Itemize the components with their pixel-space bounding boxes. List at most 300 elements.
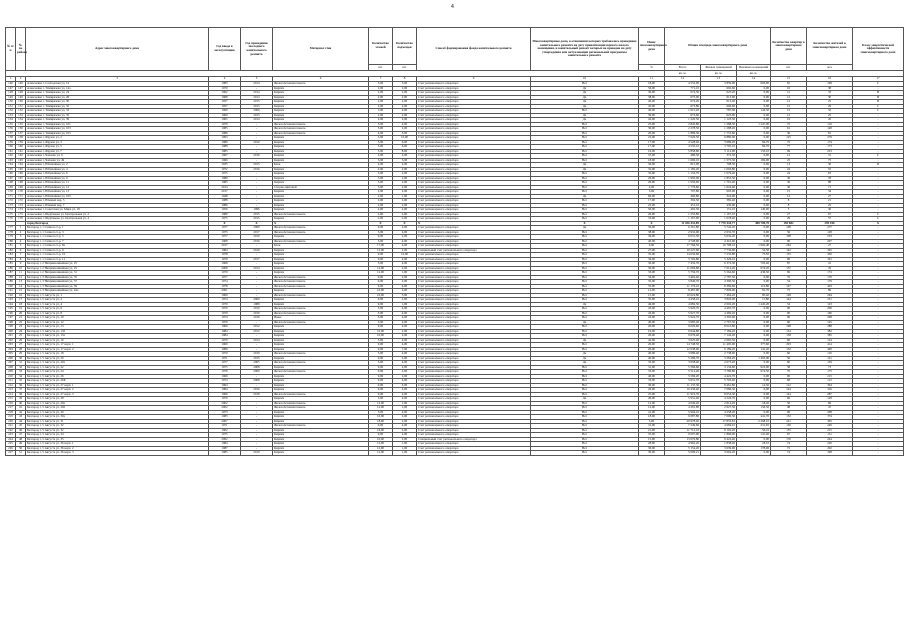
cell-entrances: 4,00 <box>393 392 417 397</box>
cell-floors: 3,00 <box>369 181 393 186</box>
cell-energy-class: - <box>853 145 904 150</box>
cell-district-index: 164 <box>16 163 26 168</box>
cell-area-nonliving: 140,00 <box>737 208 771 213</box>
cell-district-index: 48 <box>16 437 26 442</box>
cell-floors: 2,00 <box>369 100 393 105</box>
cell-wear: 30,00 <box>639 266 665 271</box>
cell-area-nonliving: 0,00 <box>737 217 771 222</box>
cell-residents: 176 <box>807 275 853 280</box>
col-header-year-built: Год ввода в эксплуатацию <box>209 28 241 71</box>
cell-floors: 17,00 <box>369 244 393 249</box>
cell-wear: 33,00 <box>639 379 665 384</box>
col-header-total-area-group: Общая площадь многоквартирного дома <box>665 28 771 65</box>
cell-area-total: 1 776,60 <box>665 185 701 190</box>
cell-energy-class: - <box>853 235 904 240</box>
cell-residents: 30 <box>807 208 853 213</box>
cell-area-living: 2 927,50 <box>701 406 737 411</box>
cell-energy-class: - <box>853 410 904 415</box>
cell-entrances: 2,00 <box>393 100 417 105</box>
cell-last-repair-year: - <box>241 190 273 195</box>
cell-district-index: 43 <box>16 415 26 420</box>
cell-apartments: 176 <box>771 437 807 442</box>
cell-index: 191 <box>6 289 16 294</box>
cell-area-nonliving: 0,00 <box>737 167 771 172</box>
cell-fund-method: Счет регионального оператора <box>417 271 531 276</box>
cell-address: Белгород г, 3 Непрямолинейная ул, 35 <box>26 275 209 280</box>
cell-apartments: 56 <box>771 230 807 235</box>
cell-last-repair-year: 2017 <box>241 230 273 235</box>
cell-entrances: 2,00 <box>393 217 417 222</box>
cell-area-living: 2 767,50 <box>701 320 737 325</box>
cell-wall-material: Железобетонная панель <box>273 122 369 127</box>
cell-wear: 26,00 <box>639 388 665 393</box>
cell-year-built: 1985 <box>209 451 241 456</box>
cell-area-living: 372,50 <box>701 154 737 159</box>
cell-area-total: 20 978,40 <box>665 419 701 424</box>
cell-wall-material: Железобетонная панель <box>273 212 369 217</box>
cell-energy-class: С <box>853 154 904 159</box>
cell-address: Алексеевка г, Юбилейная ул, 11 <box>26 181 209 186</box>
cell-energy-class: - <box>853 415 904 420</box>
cell-last-repair-year: - <box>241 347 273 352</box>
cell-entrances: 4,00 <box>393 388 417 393</box>
cell-floors: 5,00 <box>369 136 393 141</box>
cell-wear: 40,00 <box>639 109 665 114</box>
cell-wear: 17,00 <box>639 145 665 150</box>
cell-apartments: 152 <box>771 347 807 352</box>
cell-district-index: 157 <box>16 131 26 136</box>
cell-fund-method: Счет регионального оператора <box>417 325 531 330</box>
cell-area-total: 9 020,60 <box>665 325 701 330</box>
cell-wall-material: Железобетонная панель <box>273 352 369 357</box>
cell-fund-method: Счет регионального оператора <box>417 397 531 402</box>
cell-entrances: 10,00 <box>393 253 417 258</box>
cell-fund-method: Счет регионального оператора <box>417 401 531 406</box>
cell-index: 159 <box>6 140 16 145</box>
cell-repair-required: Нет <box>531 275 639 280</box>
cell-area-total: 1 167,00 <box>665 217 701 222</box>
cell-wall-material: Кирпич <box>273 235 369 240</box>
cell-area-nonliving: 0,00 <box>737 361 771 366</box>
cell-address: Белгород г, 5 Августа ул, 29а <box>26 401 209 406</box>
cell-index: 178 <box>6 230 16 235</box>
cell-fund-method: Счет регионального оператора <box>417 194 531 199</box>
cell-fund-method: Счет регионального оператора <box>417 244 531 249</box>
cell-area-living: 4 469,20 <box>701 311 737 316</box>
cell-residents: 208 <box>807 410 853 415</box>
cell-energy-class: - <box>853 203 904 208</box>
cell-index: 169 <box>6 185 16 190</box>
cell-floors: 3,00 <box>369 172 393 177</box>
cell-floors: 5,00 <box>369 145 393 150</box>
cell-repair-required: Нет <box>531 185 639 190</box>
cell-repair-required: Нет <box>531 181 639 186</box>
cell-area-nonliving: 84,70 <box>737 145 771 150</box>
cell-residents: 148 <box>807 127 853 132</box>
cell-index: 166 <box>6 172 16 177</box>
cell-year-built: 1979 <box>209 257 241 262</box>
cell-fund-method: Счет регионального оператора <box>417 361 531 366</box>
cell-energy-class: - <box>853 446 904 451</box>
cell-residents: 202 <box>807 446 853 451</box>
cell-index: 194 <box>6 302 16 307</box>
cell-address: Алексеевка г, Юбилейная ул, 2 <box>26 163 209 168</box>
cell-wall-material: Кирпич <box>273 266 369 271</box>
cell-address: Белгород г, 5 Августа ул, 36 корп. 1 <box>26 442 209 447</box>
column-number-13: 13 <box>701 77 737 82</box>
cell-area-total: 392,50 <box>665 199 701 204</box>
cell-district-index: 28 <box>16 347 26 352</box>
cell-fund-method: Счет регионального оператора <box>417 370 531 375</box>
cell-area-nonliving: 0,00 <box>737 307 771 312</box>
cell-area-total: 5 512,40 <box>665 370 701 375</box>
cell-wear: 20,00 <box>639 181 665 186</box>
cell-wall-material: Железобетонная панель <box>273 401 369 406</box>
cell-apartments: 67 <box>771 433 807 438</box>
cell-repair-required: Нет <box>531 176 639 181</box>
cell-apartments: 90 <box>771 257 807 262</box>
cell-floors: 9,00 <box>369 347 393 352</box>
cell-address: Белгород г, 5 Августа ул, 16 <box>26 338 209 343</box>
cell-wear: 12,00 <box>639 401 665 406</box>
cell-apartments: 69 <box>771 271 807 276</box>
cell-index: 161 <box>6 149 16 154</box>
cell-last-repair-year: - <box>241 446 273 451</box>
cell-year-built: 1983 <box>209 415 241 420</box>
cell-wear: 40,00 <box>639 374 665 379</box>
cell-district-index: 47 <box>16 433 26 438</box>
cell-area-living: 8 384,60 <box>701 284 737 289</box>
cell-repair-required: Нет <box>531 284 639 289</box>
cell-floors: 9,00 <box>369 374 393 379</box>
cell-energy-class: - <box>853 388 904 393</box>
cell-last-repair-year: - <box>241 428 273 433</box>
cell-address: Белгород г, 5 Августа ул, 27 корп. 2 <box>26 388 209 393</box>
cell-last-repair-year: 2008 <box>241 365 273 370</box>
cell-year-built: 1985 <box>209 149 241 154</box>
cell-wall-material: Кирпич <box>273 397 369 402</box>
cell-entrances: 2,00 <box>393 127 417 132</box>
cell-residents: 316 <box>807 388 853 393</box>
cell-year-built: 1989 <box>209 140 241 145</box>
cell-last-repair-year: 2015 <box>241 217 273 222</box>
cell-index: 207 <box>6 361 16 366</box>
cell-energy-class: - <box>853 424 904 429</box>
cell-area-nonliving: 0,00 <box>737 181 771 186</box>
cell-wear: 40,00 <box>639 356 665 361</box>
cell-last-repair-year: - <box>241 280 273 285</box>
cell-wall-material: Кирпич <box>273 203 369 208</box>
cell-repair-required: Нет <box>531 365 639 370</box>
cell-entrances: 2,00 <box>393 329 417 334</box>
cell-wear: 15,00 <box>639 293 665 298</box>
cell-last-repair-year: 2014 <box>241 95 273 100</box>
cell-floors: 2,00 <box>369 113 393 118</box>
cell-last-repair-year: 2017 <box>241 257 273 262</box>
cell-entrances: 2,00 <box>393 428 417 433</box>
cell-year-built: 1985 <box>209 127 241 132</box>
cell-apartments: 36 <box>771 131 807 136</box>
cell-area-nonliving: 169,00 <box>737 158 771 163</box>
cell-fund-method: Счет регионального оператора <box>417 212 531 217</box>
cell-floors: 2,00 <box>369 212 393 217</box>
cell-wall-material: Кирпич <box>273 329 369 334</box>
cell-area-nonliving: 141,20 <box>737 347 771 352</box>
cell-wear: 33,00 <box>639 370 665 375</box>
cell-apartments: 168 <box>771 325 807 330</box>
cell-district-index: 37 <box>16 388 26 393</box>
cell-fund-method: Счет регионального оператора <box>417 284 531 289</box>
cell-last-repair-year: 2014 <box>241 82 273 87</box>
cell-entrances: 4,00 <box>393 397 417 402</box>
cell-residents: 125 <box>807 320 853 325</box>
cell-entrances: 2,00 <box>393 419 417 424</box>
cell-wear: 30,00 <box>639 262 665 267</box>
cell-floors: 2,00 <box>369 208 393 213</box>
cell-area-nonliving: 703,40 <box>737 262 771 267</box>
cell-repair-required: Нет <box>531 388 639 393</box>
cell-entrances: 1,00 <box>393 446 417 451</box>
cell-district-index: 32 <box>16 365 26 370</box>
cell-apartments: 112 <box>771 383 807 388</box>
cell-year-built: 1969 <box>209 293 241 298</box>
cell-wear: 18,00 <box>639 82 665 87</box>
cell-floors: 3,00 <box>369 176 393 181</box>
cell-wear: 41,00 <box>639 410 665 415</box>
cell-apartments: 75 <box>771 140 807 145</box>
cell-repair-required: Нет <box>531 325 639 330</box>
cell-wall-material: Кирпич <box>273 442 369 447</box>
unit-residents: чел. <box>807 65 853 71</box>
cell-district-index: 20 <box>16 311 26 316</box>
cell-wear: 40,00 <box>639 100 665 105</box>
cell-index: 201 <box>6 334 16 339</box>
cell-fund-method: Счет регионального оператора <box>417 356 531 361</box>
cell-index: 155 <box>6 122 16 127</box>
cell-index: 218 <box>6 410 16 415</box>
cell-repair-required: Нет <box>531 253 639 258</box>
cell-index: 188 <box>6 275 16 280</box>
cell-wall-material: Кирпич <box>273 100 369 105</box>
cell-index: 186 <box>6 266 16 271</box>
cell-address: Белгород г, 5 Августа ул, 22 <box>26 365 209 370</box>
cell-area-total: 3 658,40 <box>665 361 701 366</box>
cell-repair-required: Нет <box>531 347 639 352</box>
cell-floors: 2,00 <box>369 203 393 208</box>
cell-last-repair-year: - <box>241 253 273 258</box>
cell-repair-required: Нет <box>531 262 639 267</box>
cell-energy-class: - <box>853 185 904 190</box>
cell-wall-material: Железобетонная панель <box>273 82 369 87</box>
cell-fund-method: Счет регионального оператора <box>417 343 531 348</box>
cell-entrances: 6,00 <box>393 140 417 145</box>
cell-area-total: 3 462,40 <box>665 275 701 280</box>
column-number-6: 6 <box>273 77 369 82</box>
cell-repair-required: Да <box>531 320 639 325</box>
cell-wall-material: Кирпич <box>273 194 369 199</box>
cell-year-built: 1935 <box>209 163 241 168</box>
cell-wall-material: Кирпич <box>273 388 369 393</box>
cell-repair-required: Нет <box>531 334 639 339</box>
cell-index: 225 <box>6 442 16 447</box>
column-number-7: 7 <box>369 77 393 82</box>
cell-repair-required: Нет <box>531 172 639 177</box>
cell-area-living: 3 284,20 <box>701 356 737 361</box>
cell-wall-material: Кирпич <box>273 410 369 415</box>
cell-year-built: 1960 <box>209 343 241 348</box>
cell-wall-material: Железобетонная панель <box>273 293 369 298</box>
cell-year-built: 1967 <box>209 154 241 159</box>
cell-energy-class: - <box>853 280 904 285</box>
cell-district-index: 161 <box>16 149 26 154</box>
cell-residents: 45 <box>807 118 853 123</box>
cell-year-built: 1956 <box>209 208 241 213</box>
col-header-floors: Количество этажей <box>369 28 393 65</box>
cell-residents: 400 <box>807 347 853 352</box>
cell-fund-method: Счет регионального оператора <box>417 419 531 424</box>
cell-year-built: 1974 <box>209 280 241 285</box>
cell-energy-class: - <box>853 266 904 271</box>
cell-floors: 5,00 <box>369 410 393 415</box>
cell-area-living: 2 814,20 <box>701 401 737 406</box>
cell-district-index: 44 <box>16 419 26 424</box>
cell-wall-material: Блок <box>273 163 369 168</box>
cell-entrances: 2,00 <box>393 212 417 217</box>
cell-year-built: 1969 <box>209 109 241 114</box>
cell-entrances: 2,00 <box>393 334 417 339</box>
cell-energy-class: - <box>853 293 904 298</box>
cell-index: 208 <box>6 365 16 370</box>
cell-area-living: 7 686,30 <box>701 388 737 393</box>
cell-floors: 9,00 <box>369 370 393 375</box>
cell-apartments: 147 <box>771 284 807 289</box>
cell-wear: 42,00 <box>639 118 665 123</box>
cell-address: Алексеевка г, Тимирязева ул, 33 <box>26 109 209 114</box>
cell-apartments: 60 <box>771 320 807 325</box>
cell-repair-required: Да <box>531 86 639 91</box>
cell-area-nonliving: 0,00 <box>737 329 771 334</box>
cell-year-built: 1975 <box>209 433 241 438</box>
cell-wall-material: Кирпич <box>273 109 369 114</box>
cell-energy-class: - <box>853 433 904 438</box>
cell-last-repair-year: 2015 <box>241 356 273 361</box>
cell-residents: 76 <box>807 266 853 271</box>
cell-index: 156 <box>6 127 16 132</box>
cell-area-nonliving: 0,00 <box>737 194 771 199</box>
cell-fund-method: Специальный счет регионального оператора <box>417 248 531 253</box>
cell-apartments: 12 <box>771 100 807 105</box>
cell-address: Белгород г, 5 Августа ул, 1 <box>26 293 209 298</box>
cell-district-index: 150 <box>16 100 26 105</box>
cell-residents: 121 <box>807 356 853 361</box>
cell-floors: 9,00 <box>369 325 393 330</box>
cell-area-nonliving: 0,00 <box>737 163 771 168</box>
cell-residents: 206 <box>807 307 853 312</box>
cell-district-index: 172 <box>16 199 26 204</box>
cell-district-index: 158 <box>16 136 26 141</box>
cell-energy-class: - <box>853 451 904 456</box>
cell-index: 190 <box>6 284 16 289</box>
cell-district-index: 15 <box>16 289 26 294</box>
cell-area-nonliving: 0,00 <box>737 212 771 217</box>
cell-apartments: 27 <box>771 212 807 217</box>
cell-fund-method: Счет регионального оператора <box>417 379 531 384</box>
cell-district-index: 14 <box>16 284 26 289</box>
unit-area-nonliving: кв. м. <box>737 71 771 77</box>
cell-entrances: 2,00 <box>393 113 417 118</box>
cell-area-total: 5 566,60 <box>665 365 701 370</box>
cell-last-repair-year: 1996 <box>241 208 273 213</box>
cell-residents: 71 <box>807 185 853 190</box>
table-row <box>6 451 904 456</box>
cell-floors: 9,00 <box>369 424 393 429</box>
cell-apartments: 12 <box>771 113 807 118</box>
cell-residents: 179 <box>807 280 853 285</box>
cell-floors: 10,00 <box>369 289 393 294</box>
cell-index: 185 <box>6 262 16 267</box>
cell-repair-required: Нет <box>531 383 639 388</box>
cell-index: 184 <box>6 257 16 262</box>
cell-district-index: 50 <box>16 446 26 451</box>
cell-area-living: 8 102,20 <box>701 428 737 433</box>
cell-last-repair-year: 2016 <box>241 316 273 321</box>
cell-residents: 198 <box>807 451 853 456</box>
cell-year-built: 1978 <box>209 253 241 258</box>
cell-area-living: 7 734,90 <box>701 248 737 253</box>
cell-district-index: 39 <box>16 397 26 402</box>
cell-index: 197 <box>6 316 16 321</box>
cell-fund-method: Счет регионального оператора <box>417 118 531 123</box>
column-number-17: 17 <box>853 77 904 82</box>
cell-entrances: 2,00 <box>393 415 417 420</box>
cell-index: 209 <box>6 370 16 375</box>
cell-last-repair-year: - <box>241 334 273 339</box>
cell-district-index: 152 <box>16 109 26 114</box>
cell-area-living: 1 123,50 <box>701 118 737 123</box>
cell-area-total: 14 748,50 <box>665 343 701 348</box>
cell-area-total: 5 756,70 <box>665 271 701 276</box>
cell-wear: 35,00 <box>639 172 665 177</box>
cell-wall-material: Кирпич <box>273 334 369 339</box>
cell-apartments: 68 <box>771 379 807 384</box>
cell-area-nonliving: 0,00 <box>737 118 771 123</box>
cell-area-living: 324,90 <box>701 194 737 199</box>
cell-repair-required: Да <box>531 361 639 366</box>
cell-energy-class: - <box>853 392 904 397</box>
cell-index: 162 <box>6 154 16 159</box>
cell-floors: 2,00 <box>369 95 393 100</box>
cell-residents: 288 <box>807 325 853 330</box>
cell-apartments: 36 <box>771 181 807 186</box>
unit-entrances: шт. <box>393 65 417 71</box>
column-number-3: 3 <box>26 77 209 82</box>
cell-district-index: 49 <box>16 442 26 447</box>
cell-wear: 40,00 <box>639 320 665 325</box>
cell-last-repair-year: - <box>241 275 273 280</box>
cell-wall-material: Кирпич <box>273 136 369 141</box>
cell-wear: 35,00 <box>639 280 665 285</box>
cell-address: Белгород г, 5 Августа ул, 15а <box>26 334 209 339</box>
cell-last-repair-year: 2019 <box>241 248 273 253</box>
cell-entrances: 1,00 <box>393 401 417 406</box>
cell-index: 150 <box>6 100 16 105</box>
cell-last-repair-year: 2019 <box>241 352 273 357</box>
cell-area-total: 5 924,70 <box>665 316 701 321</box>
cell-wall-material: Кирпич <box>273 154 369 159</box>
cell-residents: 382 <box>807 329 853 334</box>
cell-fund-method: Счет регионального оператора <box>417 383 531 388</box>
cell-year-built: 2014 <box>209 185 241 190</box>
